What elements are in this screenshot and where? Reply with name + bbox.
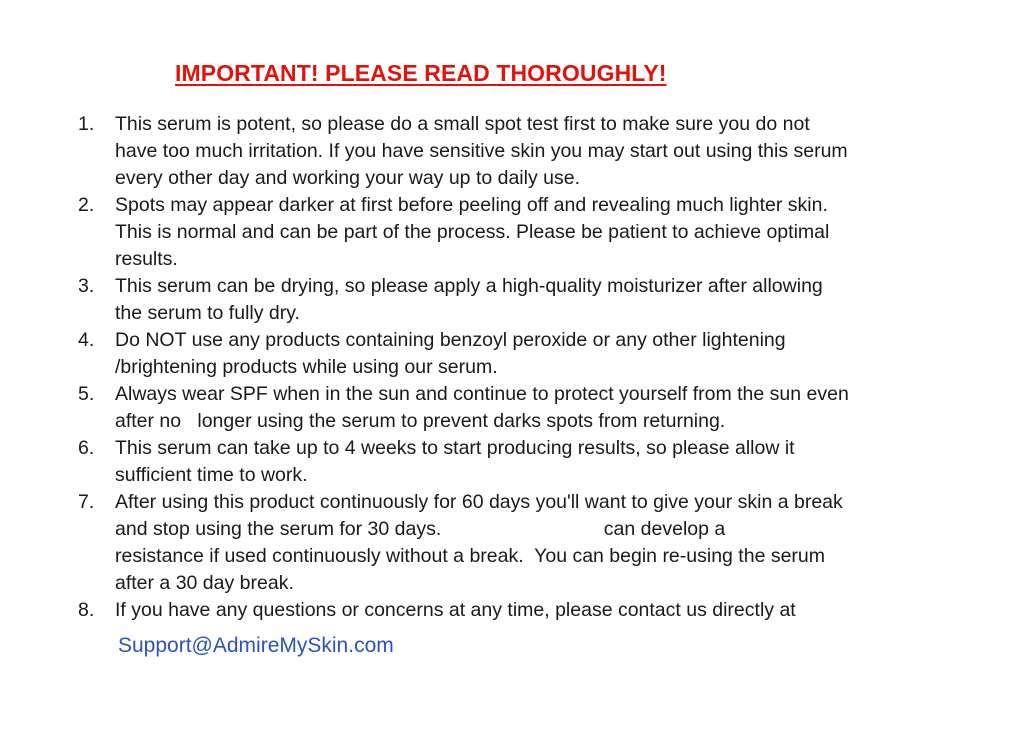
item-text-line: This serum is potent, so please do a small spot test first to make sure you do not xyxy=(115,113,810,135)
list-item xyxy=(78,192,978,273)
item-number: 6. xyxy=(78,437,95,459)
item-text-line: have too much irritation. If you have sensitive skin you may start out using this serum xyxy=(115,140,848,162)
item-text-line: the serum to fully dry. xyxy=(115,302,300,324)
list-item xyxy=(78,435,978,489)
list-item xyxy=(78,111,978,192)
list-item xyxy=(78,597,978,624)
item-text-line: /brightening products while using our serum. xyxy=(115,356,498,378)
item-text-line: sufficient time to work. xyxy=(115,464,308,486)
item-text-line: Spots may appear darker at first before peeling off and revealing much lighter skin. xyxy=(115,194,828,216)
page-title: IMPORTANT! PLEASE READ THOROUGHLY! xyxy=(175,60,667,86)
item-text-line: results. xyxy=(115,248,178,270)
item-number: 8. xyxy=(78,599,95,621)
item-number: 5. xyxy=(78,383,95,405)
item-text-line: and stop using the serum for 30 days. can develop a xyxy=(115,518,726,540)
item-text-line: Always wear SPF when in the sun and continue to protect yourself from the sun even xyxy=(115,383,849,405)
item-number: 2. xyxy=(78,194,95,216)
support-email: Support@AdmireMySkin.com xyxy=(118,634,394,657)
item-text-line: after a 30 day break. xyxy=(115,572,294,594)
item-number: 4. xyxy=(78,329,95,351)
list-item xyxy=(78,381,978,435)
item-text-line: after no longer using the serum to prevent darks spots from returning. xyxy=(115,410,726,432)
item-number: 7. xyxy=(78,491,95,513)
item-number: 1. xyxy=(78,113,95,135)
item-text-line: This serum can be drying, so please apply a high-quality moisturizer after allowing xyxy=(115,275,823,297)
item-text-line: This is normal and can be part of the process. Please be patient to achieve optimal xyxy=(115,221,830,243)
list-item xyxy=(78,327,978,381)
list-item xyxy=(78,489,978,597)
list-item xyxy=(78,273,978,327)
item-number: 3. xyxy=(78,275,95,297)
item-text-line: After using this product continuously for 60 days you'll want to give your skin a break xyxy=(115,491,843,513)
item-text-line: If you have any questions or concerns at any time, please contact us directly at xyxy=(115,599,796,621)
item-text-line: resistance if used continuously without a break. You can begin re-using the serum xyxy=(115,545,826,567)
item-text-line: Do NOT use any products containing benzoyl peroxide or any other lightening xyxy=(115,329,786,351)
item-text-line: every other day and working your way up to daily use. xyxy=(115,167,581,189)
instructions-list xyxy=(78,111,978,624)
item-text-line: This serum can take up to 4 weeks to start producing results, so please allow it xyxy=(115,437,795,459)
